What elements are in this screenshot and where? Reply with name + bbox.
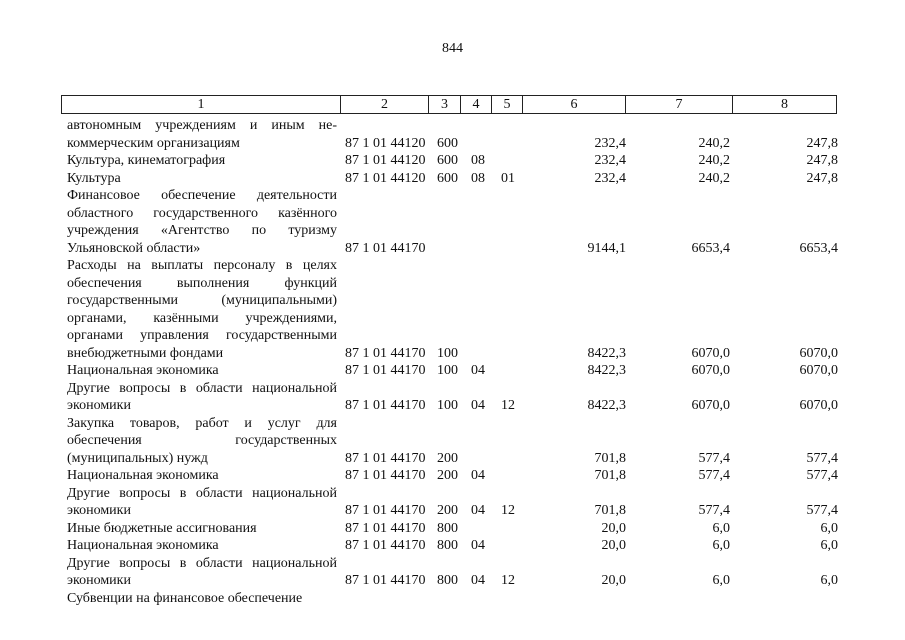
cell-v6: 8422,3 xyxy=(587,363,626,378)
row-description: Национальная экономика xyxy=(67,468,219,483)
row-description: Финансовое обеспечение деятельности областного государственного казённого учреждения «Агентство по туризму Ульяновской области» xyxy=(67,188,337,256)
table-row xyxy=(0,485,905,520)
cell-rz: 04 xyxy=(471,573,485,588)
cell-v8: 6,0 xyxy=(820,520,838,536)
cell-code: 87 1 01 44170 xyxy=(345,450,426,466)
row-description: Культура xyxy=(67,170,121,186)
header-col-1: 1 xyxy=(62,96,341,114)
table-row xyxy=(0,117,905,152)
cell-vr: 100 xyxy=(437,363,458,378)
cell-v8: 6,0 xyxy=(820,538,838,553)
cell-vr: 100 xyxy=(437,398,458,413)
cell-code: 87 1 01 44170 xyxy=(345,398,426,413)
cell-v8: 6070,0 xyxy=(799,345,838,361)
row-description: автономным учреждениям и иным не-коммерческим организациям xyxy=(67,118,337,151)
page-number: 844 xyxy=(442,41,463,56)
table-row xyxy=(0,467,905,485)
cell-vr: 200 xyxy=(437,503,458,518)
cell-vr: 600 xyxy=(437,170,458,186)
cell-rz: 04 xyxy=(471,538,485,553)
row-description: Национальная экономика xyxy=(67,363,219,378)
table-row xyxy=(0,152,905,170)
cell-v8: 577,4 xyxy=(806,450,838,466)
table-row xyxy=(0,362,905,380)
table-row xyxy=(0,170,905,188)
cell-code: 87 1 01 44120 xyxy=(345,170,426,186)
cell-v7: 6,0 xyxy=(712,538,730,553)
cell-v6: 20,0 xyxy=(601,538,626,553)
table-row xyxy=(0,380,905,415)
cell-v7: 240,2 xyxy=(698,170,730,186)
cell-pr: 01 xyxy=(501,170,515,186)
cell-v8: 247,8 xyxy=(806,153,838,168)
cell-code: 87 1 01 44170 xyxy=(345,363,426,378)
cell-v7: 240,2 xyxy=(698,153,730,168)
cell-v6: 20,0 xyxy=(601,520,626,536)
cell-v7: 6070,0 xyxy=(691,363,730,378)
cell-code: 87 1 01 44170 xyxy=(345,538,426,553)
cell-vr: 200 xyxy=(437,450,458,466)
cell-v7: 6,0 xyxy=(712,520,730,536)
table-row xyxy=(0,590,905,608)
row-description: Закупка товаров, работ и услуг для обеспечения государственных (муниципальных) нужд xyxy=(67,415,337,466)
cell-v7: 6653,4 xyxy=(691,240,730,256)
cell-v8: 577,4 xyxy=(806,503,838,518)
cell-pr: 12 xyxy=(501,503,515,518)
cell-code: 87 1 01 44170 xyxy=(345,345,426,361)
header-col-3: 3 xyxy=(429,96,461,114)
header-col-5: 5 xyxy=(492,96,523,114)
cell-v8: 6070,0 xyxy=(799,363,838,378)
header-col-8: 8 xyxy=(733,96,837,114)
cell-v7: 577,4 xyxy=(698,450,730,466)
cell-vr: 600 xyxy=(437,153,458,168)
table-row xyxy=(0,520,905,538)
cell-v6: 701,8 xyxy=(594,468,626,483)
row-description: Национальная экономика xyxy=(67,538,219,553)
cell-rz: 08 xyxy=(471,170,485,186)
cell-v6: 701,8 xyxy=(594,450,626,466)
row-description: Другие вопросы в области национальной экономики xyxy=(67,380,337,413)
cell-v6: 9144,1 xyxy=(587,240,626,256)
cell-v8 xyxy=(740,590,838,608)
row-description: Другие вопросы в области национальной экономики xyxy=(67,555,337,588)
row-description: Расходы на выплаты персоналу в целях обеспечения выполнения функций государственными (муниципальными) органами, казёнными учреждениями, органами управления государственными внебюджетными фондами xyxy=(67,258,337,361)
header-col-6: 6 xyxy=(523,96,626,114)
cell-v6: 232,4 xyxy=(594,153,626,168)
header-col-2: 2 xyxy=(341,96,429,114)
row-description: Другие вопросы в области национальной экономики xyxy=(67,485,337,518)
header-col-4: 4 xyxy=(461,96,492,114)
cell-v7: 577,4 xyxy=(698,468,730,483)
cell-v8: 247,8 xyxy=(806,135,838,151)
cell-rz: 08 xyxy=(471,153,485,168)
row-description: Субвенции на финансовое обеспечение xyxy=(67,590,303,606)
cell-code: 87 1 01 44170 xyxy=(345,503,426,518)
row-description: Культура, кинематография xyxy=(67,153,226,168)
cell-rz: 04 xyxy=(471,363,485,378)
budget-rows xyxy=(0,117,905,607)
cell-vr: 100 xyxy=(437,345,458,361)
cell-code: 87 1 01 44170 xyxy=(345,468,426,483)
cell-code: 87 1 01 44170 xyxy=(345,240,426,256)
cell-v6: 8422,3 xyxy=(587,398,626,413)
cell-vr: 600 xyxy=(437,135,458,151)
cell-v8: 247,8 xyxy=(806,170,838,186)
cell-vr: 800 xyxy=(437,573,458,588)
cell-v7: 6,0 xyxy=(712,573,730,588)
row-description: Иные бюджетные ассигнования xyxy=(67,520,257,536)
cell-v7 xyxy=(630,590,730,608)
cell-rz: 04 xyxy=(471,398,485,413)
cell-v7: 240,2 xyxy=(698,135,730,151)
cell-v8: 6,0 xyxy=(820,573,838,588)
cell-rz: 04 xyxy=(471,468,485,483)
cell-vr: 800 xyxy=(437,520,458,536)
cell-v6 xyxy=(530,590,626,608)
cell-v8: 6653,4 xyxy=(799,240,838,256)
cell-v6: 20,0 xyxy=(601,573,626,588)
column-header-table xyxy=(61,95,837,114)
cell-vr: 800 xyxy=(437,538,458,553)
cell-vr: 200 xyxy=(437,468,458,483)
cell-code: 87 1 01 44170 xyxy=(345,520,426,536)
cell-v7: 6070,0 xyxy=(691,345,730,361)
cell-v7: 6070,0 xyxy=(691,398,730,413)
header-col-7: 7 xyxy=(626,96,733,114)
cell-v8: 6070,0 xyxy=(799,398,838,413)
cell-v6: 232,4 xyxy=(594,170,626,186)
cell-v6: 8422,3 xyxy=(587,345,626,361)
cell-rz: 04 xyxy=(471,503,485,518)
cell-code: 87 1 01 44170 xyxy=(345,573,426,588)
cell-v8: 577,4 xyxy=(806,468,838,483)
table-row xyxy=(0,415,905,468)
cell-code: 87 1 01 44120 xyxy=(345,153,426,168)
cell-v6: 701,8 xyxy=(594,503,626,518)
table-row xyxy=(0,537,905,555)
cell-code: 87 1 01 44120 xyxy=(345,135,426,151)
table-row xyxy=(0,257,905,362)
cell-pr: 12 xyxy=(501,398,515,413)
cell-v7: 577,4 xyxy=(698,503,730,518)
table-row xyxy=(0,555,905,590)
cell-v6: 232,4 xyxy=(594,135,626,151)
table-row xyxy=(0,187,905,257)
cell-pr: 12 xyxy=(501,573,515,588)
